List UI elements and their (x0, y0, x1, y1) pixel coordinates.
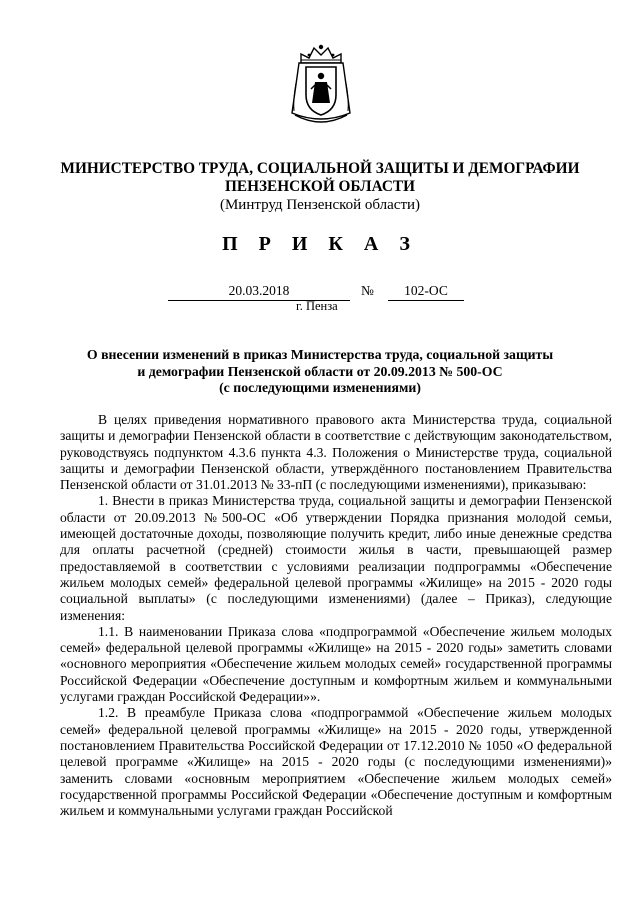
ministry-name-line1: МИНИСТЕРСТВО ТРУДА, СОЦИАЛЬНОЙ ЗАЩИТЫ И ДЕМОГРАФИИ (60, 160, 580, 177)
ministry-name-line2: ПЕНЗЕНСКОЙ ОБЛАСТИ (224, 178, 416, 195)
order-date: 20.03.2018 (168, 283, 350, 301)
paragraph-item-1-2: 1.2. В преамбуле Приказа слова «подпрограммой «Обеспечение жильем молодых семей» федеральной целевой программы «Жилище» на 2015 - 2020 годы, утвержденной постановлением Правительства Российской Федерации от 17.12.2010 № 1050 «О федеральной целевой программе «Жилище» на 2015 - 2020 годы (с последующими изменениями)» заменить словами «основным мероприятием «Обеспечение жильем молодых семей» государственной программы Российской Федерации «Обеспечение доступным и комфортным жильем и коммунальными услугами граждан Российской (60, 705, 612, 819)
coat-of-arms-emblem (287, 43, 355, 127)
paragraph-item-1-1: 1.1. В наименовании Приказа слова «подпрограммой «Обеспечение жильем молодых семей» федеральной целевой программы «Жилище» на 2015 - 2020 годы» заметить словами «основного мероприятия «Обеспечение жильем молодых семей» государственной программы Российской Федерации «Обеспечение доступным и комфортным жильем и коммунальными услугами граждан Российской Федерации»». (60, 623, 612, 705)
paragraph-preamble: В целях приведения нормативного правового акта Министерства труда, социальной защиты и демографии Пензенской области в соответствие с действующим законодательством, руководствуясь подпунктом 4.3.6 пункта 4.3. Положения о Министерстве труда, социальной защиты и демографии Пензенской области, утверждённого постановлением Правительства Пензенской области от 31.01.2013 № 33-пП (с последующими изменениями), приказываю: (60, 412, 612, 493)
document-type-title: П Р И К А З (222, 233, 418, 255)
city-label: г. Пенза (296, 299, 338, 313)
number-sign: № (361, 283, 374, 298)
subject-line1: О внесении изменений в приказ Министерства труда, социальной защиты (86, 347, 554, 362)
subject-line3: (с последующими изменениями) (219, 380, 421, 395)
paragraph-item-1: 1. Внести в приказ Министерства труда, социальной защиты и демографии Пензенской области от 20.09.2013 №500-ОС «Об утверждении Порядка признания молодой семьи, имеющей достаточные доходы, позволяющие получить кредит, либо иные денежные средства для оплаты расчетной (средней) стоимости жилья в части, превышающей размер предоставляемой в соответствии с условиями реализации подпрограммы «Обеспечение жильем молодых семей» федеральной целевой программы «Жилище» на 2015 - 2020 годы социальной выплаты» (с последующими изменениями) (далее – Приказ), следующие изменения: (60, 493, 612, 623)
ministry-short-name: (Минтруд Пензенской области) (219, 197, 421, 213)
order-number: 102-ОС (388, 283, 464, 301)
document-body (60, 412, 612, 819)
subject-line2: и демографии Пензенской области от 20.09.2013 № 500-ОС (137, 363, 503, 379)
